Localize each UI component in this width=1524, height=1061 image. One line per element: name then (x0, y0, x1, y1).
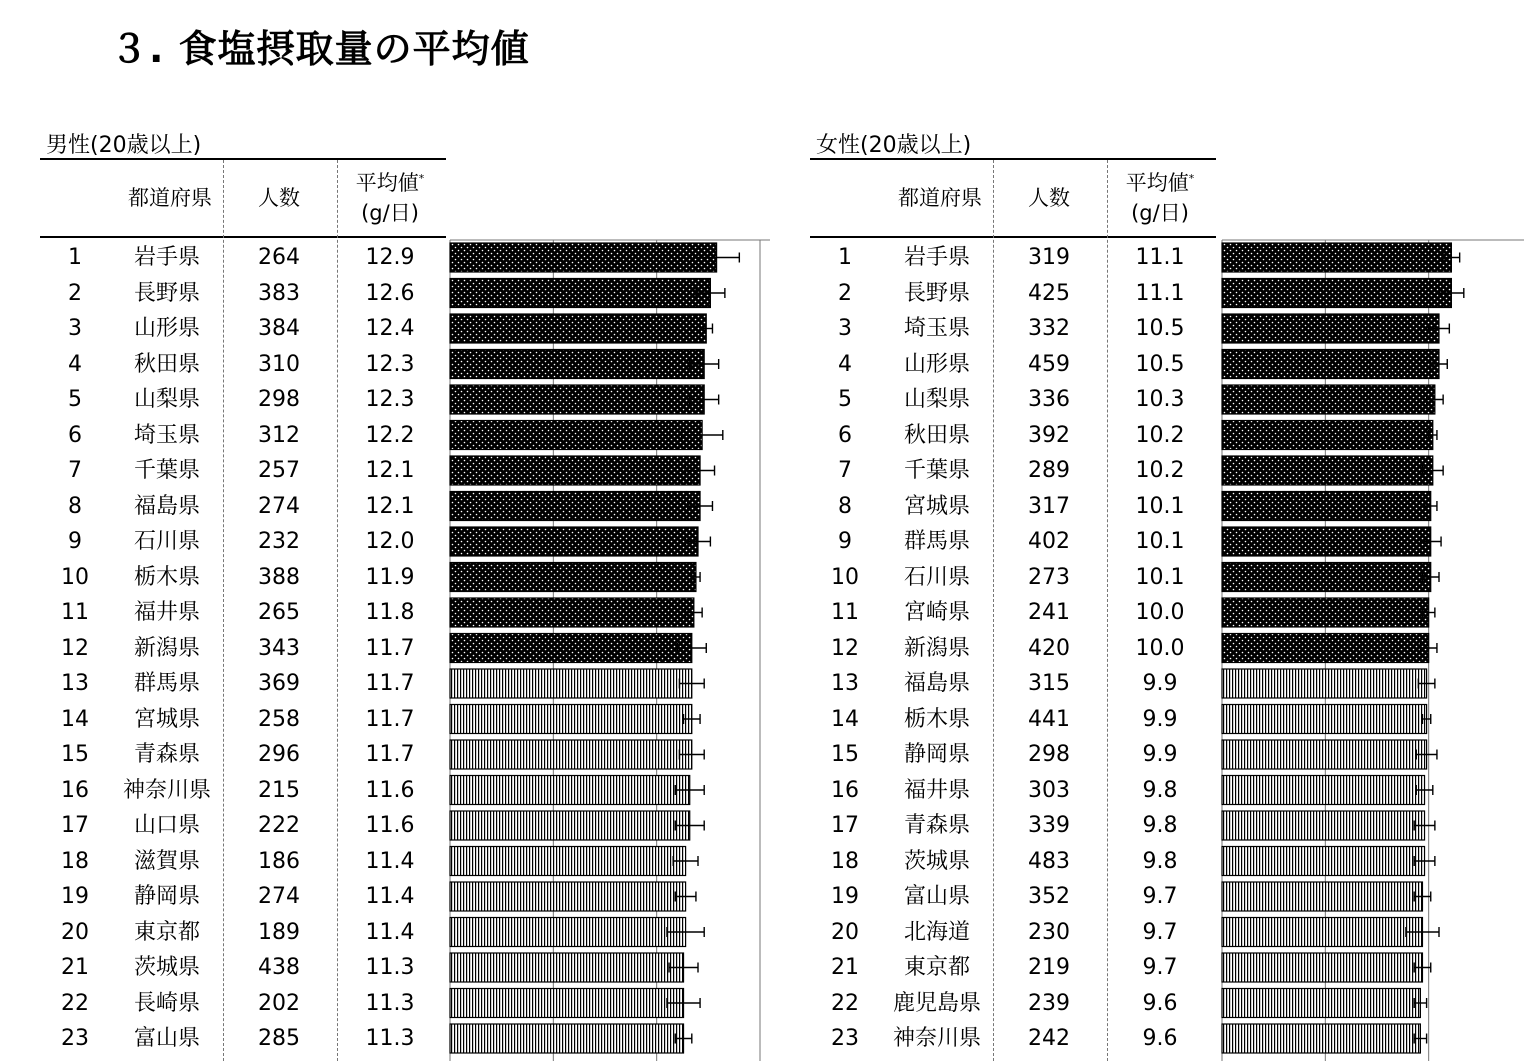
count-cell: 241 (1028, 600, 1070, 625)
bar (450, 740, 692, 769)
prefecture-cell: 石川県 (903, 564, 970, 590)
prefecture-cell: 石川県 (133, 529, 200, 554)
average-cell: 10.2 (1135, 458, 1185, 483)
count-cell: 339 (1028, 813, 1070, 838)
table-row (810, 844, 1220, 880)
male-bar-chart (448, 228, 770, 1061)
average-cell: 12.0 (365, 529, 415, 554)
bar (450, 847, 686, 876)
rank-cell: 23 (831, 1026, 859, 1051)
count-cell: 343 (258, 635, 300, 661)
table-row (810, 240, 1220, 276)
rank-cell: 16 (831, 777, 859, 803)
rank-cell: 10 (831, 564, 859, 590)
rank-cell: 2 (68, 280, 82, 306)
table-row (40, 524, 450, 560)
rank-cell: 6 (68, 422, 82, 448)
table-row (810, 702, 1220, 738)
rank-cell: 12 (831, 635, 859, 661)
count-cell: 298 (1028, 742, 1070, 767)
table-row (810, 311, 1220, 347)
table-row (40, 276, 450, 312)
average-cell: 10.0 (1135, 600, 1185, 625)
bar (450, 456, 700, 485)
average-cell: 9.7 (1142, 955, 1178, 980)
average-cell: 12.3 (365, 387, 415, 412)
prefecture-cell: 山形県 (133, 316, 200, 341)
bar (450, 385, 704, 414)
table-row (810, 986, 1220, 1022)
bar (1222, 279, 1451, 308)
column-header-average-unit: (g/日) (361, 201, 419, 225)
table-row (40, 595, 450, 631)
prefecture-cell: 滋賀県 (133, 848, 200, 874)
rank-cell: 5 (838, 387, 852, 412)
table-row (810, 347, 1220, 383)
rank-cell: 13 (831, 671, 859, 696)
bar (450, 527, 698, 556)
count-cell: 189 (258, 919, 300, 945)
count-cell: 369 (258, 671, 300, 696)
count-cell: 222 (258, 813, 300, 838)
rank-cell: 15 (831, 742, 859, 767)
count-cell: 265 (258, 600, 300, 625)
count-cell: 239 (1028, 990, 1070, 1016)
rank-cell: 1 (838, 245, 852, 270)
bar (1222, 811, 1425, 840)
count-cell: 383 (258, 280, 300, 306)
prefecture-cell: 千葉県 (903, 458, 970, 483)
bar (450, 1024, 684, 1053)
bar (450, 279, 710, 308)
count-cell: 298 (258, 387, 300, 412)
bar (1222, 705, 1427, 734)
rank-cell: 21 (831, 955, 859, 980)
rank-cell: 18 (831, 848, 859, 874)
rank-cell: 21 (61, 955, 89, 980)
table-row (810, 879, 1220, 915)
average-cell: 12.9 (365, 245, 415, 270)
average-cell: 11.8 (365, 600, 415, 625)
prefecture-cell: 栃木県 (903, 706, 970, 732)
bar (1222, 918, 1422, 947)
prefecture-cell: 群馬県 (133, 671, 200, 696)
average-cell: 11.4 (365, 848, 415, 874)
table-row (810, 595, 1220, 631)
average-cell: 9.6 (1142, 1026, 1178, 1051)
count-cell: 274 (258, 493, 300, 519)
bar (1222, 350, 1439, 379)
rank-cell: 18 (61, 848, 89, 874)
table-row (810, 453, 1220, 489)
average-cell: 11.1 (1135, 245, 1185, 270)
bar (450, 350, 704, 379)
rank-cell: 8 (838, 493, 852, 519)
bar (450, 634, 692, 663)
rank-cell: 17 (831, 813, 859, 838)
average-cell: 10.5 (1135, 351, 1185, 377)
table-row (40, 702, 450, 738)
table-row (810, 489, 1220, 525)
prefecture-cell: 東京都 (903, 955, 970, 980)
column-header-average (1108, 160, 1212, 236)
prefecture-cell: 宮城県 (133, 706, 200, 732)
bar (1222, 740, 1427, 769)
prefecture-cell: 神奈川県 (892, 1026, 981, 1051)
rank-cell: 7 (838, 458, 852, 483)
footnote-mark: * (1188, 171, 1195, 185)
prefecture-cell: 山形県 (903, 351, 970, 377)
average-cell: 9.6 (1142, 990, 1178, 1016)
bar (1222, 669, 1427, 698)
bar (450, 811, 690, 840)
column-header-count: 人数 (258, 185, 300, 210)
count-cell: 219 (1028, 955, 1070, 980)
prefecture-cell: 静岡県 (133, 884, 200, 909)
page-title: ３. 食塩摂取量の平均値 (110, 27, 530, 71)
average-cell: 9.9 (1142, 742, 1178, 767)
header-rule-bottom (810, 236, 1216, 238)
rank-cell: 9 (68, 529, 82, 554)
table-row (810, 1021, 1220, 1057)
rank-cell: 15 (61, 742, 89, 767)
rank-cell: 9 (838, 529, 852, 554)
rank-cell: 6 (838, 422, 852, 448)
table-row (40, 879, 450, 915)
bar (1222, 598, 1429, 627)
bar (1222, 634, 1429, 663)
average-cell: 9.8 (1142, 848, 1178, 874)
prefecture-cell: 新潟県 (903, 635, 970, 661)
average-cell: 12.1 (365, 458, 415, 483)
average-cell: 11.7 (365, 706, 415, 732)
bar (1222, 456, 1433, 485)
rank-cell: 3 (68, 316, 82, 341)
bar (450, 314, 706, 343)
prefecture-cell: 福井県 (903, 777, 970, 803)
table-row (40, 844, 450, 880)
bar (450, 918, 686, 947)
rank-cell: 13 (61, 671, 89, 696)
bar (1222, 847, 1425, 876)
average-cell: 10.1 (1135, 564, 1185, 590)
rank-cell: 16 (61, 777, 89, 803)
count-cell: 319 (1028, 245, 1070, 270)
bar (1222, 527, 1431, 556)
rank-cell: 3 (838, 316, 852, 341)
female-panel-title: 女性(20歳以上) (816, 133, 972, 158)
table-row (810, 560, 1220, 596)
prefecture-cell: 千葉県 (133, 458, 200, 483)
table-row (810, 382, 1220, 418)
count-cell: 402 (1028, 529, 1070, 554)
bar (450, 669, 692, 698)
bar (1222, 989, 1420, 1018)
bar (1222, 314, 1439, 343)
table-row (40, 453, 450, 489)
table-row (40, 773, 450, 809)
rank-cell: 4 (838, 351, 852, 377)
rank-cell: 14 (61, 706, 89, 732)
count-cell: 459 (1028, 351, 1070, 377)
rank-cell: 22 (61, 990, 89, 1016)
average-cell: 9.8 (1142, 813, 1178, 838)
prefecture-cell: 福島県 (903, 671, 970, 696)
average-cell: 9.7 (1142, 919, 1178, 945)
average-cell: 10.0 (1135, 635, 1185, 661)
count-cell: 384 (258, 316, 300, 341)
count-cell: 296 (258, 742, 300, 767)
count-cell: 420 (1028, 635, 1070, 661)
prefecture-cell: 栃木県 (133, 564, 200, 590)
rank-cell: 12 (61, 635, 89, 661)
prefecture-cell: 茨城県 (133, 955, 200, 980)
column-header-average-unit: (g/日) (1131, 201, 1189, 225)
prefecture-cell: 埼玉県 (903, 316, 970, 341)
male-panel (40, 128, 770, 1061)
average-cell: 10.1 (1135, 529, 1185, 554)
prefecture-cell: 富山県 (903, 884, 970, 909)
prefecture-cell: 宮城県 (903, 493, 970, 519)
table-row (810, 808, 1220, 844)
average-cell: 9.7 (1142, 884, 1178, 909)
average-cell: 11.4 (365, 884, 415, 909)
average-cell: 10.2 (1135, 422, 1185, 448)
column-header-average (338, 160, 442, 236)
table-row (810, 950, 1220, 986)
count-cell: 274 (258, 884, 300, 909)
rank-cell: 11 (831, 600, 859, 625)
prefecture-cell: 神奈川県 (122, 777, 211, 803)
count-cell: 242 (1028, 1026, 1070, 1051)
prefecture-cell: 群馬県 (903, 529, 970, 554)
count-cell: 186 (258, 848, 300, 874)
table-row (810, 418, 1220, 454)
prefecture-cell: 鹿児島県 (892, 990, 981, 1016)
average-cell: 11.3 (365, 1026, 415, 1051)
average-cell: 12.1 (365, 493, 415, 519)
rank-cell: 4 (68, 351, 82, 377)
prefecture-cell: 東京都 (133, 919, 200, 945)
average-cell: 11.6 (365, 777, 415, 803)
prefecture-cell: 長野県 (133, 280, 200, 306)
prefecture-cell: 山口県 (133, 813, 200, 838)
count-cell: 388 (258, 564, 300, 590)
average-cell: 11.7 (365, 671, 415, 696)
count-cell: 264 (258, 245, 300, 270)
count-cell: 285 (258, 1026, 300, 1051)
average-cell: 11.7 (365, 635, 415, 661)
count-cell: 425 (1028, 280, 1070, 306)
bar (450, 776, 690, 805)
table-row (40, 347, 450, 383)
count-cell: 312 (258, 422, 300, 448)
count-cell: 317 (1028, 493, 1070, 519)
prefecture-cell: 岩手県 (903, 245, 970, 270)
bar (1222, 421, 1433, 450)
table-row (40, 489, 450, 525)
count-cell: 257 (258, 458, 300, 483)
average-cell: 9.9 (1142, 671, 1178, 696)
prefecture-cell: 岩手県 (133, 245, 200, 270)
rank-cell: 20 (61, 919, 89, 945)
count-cell: 483 (1028, 848, 1070, 874)
prefecture-cell: 宮崎県 (903, 600, 970, 625)
average-cell: 11.4 (365, 919, 415, 945)
bar (450, 563, 696, 592)
table-row (40, 950, 450, 986)
bar (1222, 243, 1451, 272)
table-row (40, 808, 450, 844)
bar (450, 953, 684, 982)
average-cell: 12.4 (365, 316, 415, 341)
header-rule-bottom (40, 236, 446, 238)
table-row (810, 915, 1220, 951)
prefecture-cell: 北海道 (903, 919, 970, 945)
prefecture-cell: 青森県 (903, 813, 970, 838)
count-cell: 215 (258, 777, 300, 803)
average-cell: 12.3 (365, 351, 415, 377)
average-cell: 10.1 (1135, 493, 1185, 519)
average-cell: 10.5 (1135, 316, 1185, 341)
table-row (40, 1021, 450, 1057)
count-cell: 273 (1028, 564, 1070, 590)
rank-cell: 2 (838, 280, 852, 306)
bar (450, 989, 684, 1018)
table-row (810, 737, 1220, 773)
bar (1222, 563, 1431, 592)
prefecture-cell: 静岡県 (903, 742, 970, 767)
rank-cell: 22 (831, 990, 859, 1016)
bar (450, 243, 717, 272)
rank-cell: 17 (61, 813, 89, 838)
count-cell: 258 (258, 706, 300, 732)
bar (1222, 492, 1431, 521)
table-row (810, 524, 1220, 560)
table-row (810, 276, 1220, 312)
average-cell: 12.6 (365, 280, 415, 306)
bar (450, 882, 686, 911)
bar (1222, 953, 1422, 982)
table-row (40, 737, 450, 773)
prefecture-cell: 秋田県 (133, 351, 200, 377)
average-cell: 11.1 (1135, 280, 1185, 306)
count-cell: 289 (1028, 458, 1070, 483)
bar (1222, 882, 1422, 911)
table-row (810, 631, 1220, 667)
female-bar-chart (1220, 228, 1524, 1061)
bar (450, 492, 700, 521)
prefecture-cell: 埼玉県 (133, 422, 200, 448)
footnote-mark: * (418, 171, 425, 185)
table-row (810, 773, 1220, 809)
bar (1222, 1024, 1420, 1053)
rank-cell: 23 (61, 1026, 89, 1051)
rank-cell: 10 (61, 564, 89, 590)
rank-cell: 11 (61, 600, 89, 625)
table-row (40, 560, 450, 596)
count-cell: 352 (1028, 884, 1070, 909)
count-cell: 202 (258, 990, 300, 1016)
rank-cell: 8 (68, 493, 82, 519)
count-cell: 336 (1028, 387, 1070, 412)
bar (1222, 385, 1435, 414)
table-row (40, 418, 450, 454)
table-row (40, 915, 450, 951)
table-row (40, 311, 450, 347)
male-panel-title: 男性(20歳以上) (46, 133, 202, 158)
table-row (40, 631, 450, 667)
table-row (40, 240, 450, 276)
average-cell: 9.8 (1142, 777, 1178, 803)
average-cell: 11.9 (365, 564, 415, 590)
prefecture-cell: 茨城県 (903, 848, 970, 874)
column-header-average-label: 平均値 (355, 170, 419, 195)
prefecture-cell: 秋田県 (903, 422, 970, 448)
average-cell: 11.7 (365, 742, 415, 767)
rank-cell: 19 (61, 884, 89, 909)
prefecture-cell: 福井県 (133, 600, 200, 625)
prefecture-cell: 長崎県 (133, 990, 200, 1016)
prefecture-cell: 長野県 (903, 280, 970, 306)
count-cell: 315 (1028, 671, 1070, 696)
prefecture-cell: 山梨県 (133, 387, 200, 412)
rank-cell: 1 (68, 245, 82, 270)
count-cell: 438 (258, 955, 300, 980)
average-cell: 10.3 (1135, 387, 1185, 412)
table-row (810, 666, 1220, 702)
count-cell: 392 (1028, 422, 1070, 448)
table-row (40, 666, 450, 702)
count-cell: 441 (1028, 706, 1070, 732)
rank-cell: 5 (68, 387, 82, 412)
average-cell: 11.6 (365, 813, 415, 838)
rank-cell: 19 (831, 884, 859, 909)
column-header-prefecture: 都道府県 (128, 185, 212, 210)
count-cell: 303 (1028, 777, 1070, 803)
prefecture-cell: 山梨県 (903, 387, 970, 412)
column-header-average-label: 平均値 (1125, 170, 1189, 195)
average-cell: 12.2 (365, 422, 415, 448)
column-header-count: 人数 (1028, 185, 1070, 210)
average-cell: 9.9 (1142, 706, 1178, 732)
count-cell: 332 (1028, 316, 1070, 341)
prefecture-cell: 青森県 (133, 742, 200, 767)
rank-cell: 7 (68, 458, 82, 483)
count-cell: 230 (1028, 919, 1070, 945)
average-cell: 11.3 (365, 955, 415, 980)
count-cell: 232 (258, 529, 300, 554)
bar (450, 598, 694, 627)
prefecture-cell: 福島県 (133, 493, 200, 519)
female-panel (810, 128, 1524, 1061)
table-row (40, 382, 450, 418)
average-cell: 11.3 (365, 990, 415, 1016)
table-row (40, 986, 450, 1022)
bar (1222, 776, 1425, 805)
bar (450, 421, 702, 450)
rank-cell: 14 (831, 706, 859, 732)
column-header-prefecture: 都道府県 (898, 185, 982, 210)
rank-cell: 20 (831, 919, 859, 945)
bar (450, 705, 692, 734)
prefecture-cell: 富山県 (133, 1026, 200, 1051)
prefecture-cell: 新潟県 (133, 635, 200, 661)
count-cell: 310 (258, 351, 300, 377)
